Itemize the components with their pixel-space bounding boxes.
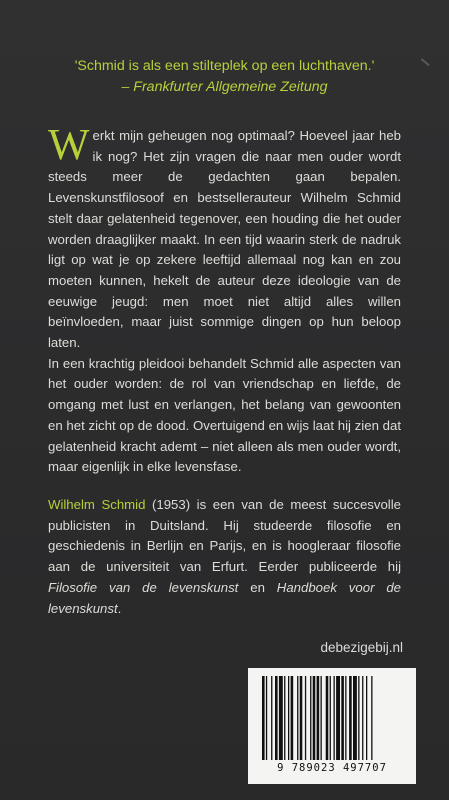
barcode-bar <box>275 676 278 760</box>
barcode-bar <box>310 676 311 760</box>
quote-text: 'Schmid is als een stilteplek op een luchthaven.' <box>74 58 375 74</box>
barcode-bar <box>341 676 344 760</box>
barcode-bar <box>336 676 340 760</box>
book-blurb <box>48 120 401 478</box>
press-quote <box>20 56 429 98</box>
bio-text: (1953) is een van de meest succesvolle publicisten in Duitsland. Hij studeerde filosofie en geschiedenis in Berlijn en Parijs, en is hoogleraar filosofie aan de universiteit van Erfurt. Eerder publiceerde hij <box>48 497 402 575</box>
barcode-bar <box>300 676 303 760</box>
barcode-bar <box>330 676 331 760</box>
barcode-bar <box>284 676 285 760</box>
barcode-bar <box>366 676 367 760</box>
barcode-bar <box>288 676 289 760</box>
barcode-bar <box>353 676 357 760</box>
barcode-bar <box>358 676 359 760</box>
author-name: Wilhelm Schmid <box>48 497 146 512</box>
book-title-1: Filosofie van de levenskunst <box>48 579 239 595</box>
drop-cap: W <box>48 120 90 169</box>
barcode-bar <box>362 676 363 760</box>
barcode-bars <box>262 676 402 762</box>
barcode-bar <box>262 676 265 760</box>
isbn-number: 9 789023 497707 <box>277 762 387 774</box>
barcode-bar <box>326 676 329 760</box>
barcode-bar <box>305 676 306 760</box>
barcode-bar <box>297 676 298 760</box>
bio-end: . <box>117 600 122 616</box>
barcode-bar <box>271 676 272 760</box>
barcode-bar <box>334 676 335 760</box>
barcode-bar <box>313 676 316 760</box>
bio-connector: en <box>238 579 277 595</box>
blurb-text-2: In een krachtig pleidooi behandelt Schmid alle aspecten van het ouder worden: de rol van vriendschap en liefde, de omgang met lust en verlangen, het belang van gewoonten en het zicht op de dood. Overtuigend en wijs laat hij zien dat gelatenheid kracht ademt – niet alleen als men ouder wordt, maar eigenlijk in elke levensfase. <box>48 355 401 475</box>
barcode-bar <box>279 676 283 760</box>
barcode-bar <box>371 676 372 760</box>
blurb-text-1: erkt mijn geheugen nog optimaal? Hoeveel jaar heb ik nog? Het zijn vragen die naar men ouder wordt steeds meer de gedachten gaan bepalen. Levenskunstfilosoof en bestsellerauteur Wilhelm Schmid stelt daar gelatenheid tegenover, een houding die het ouder worden draaglijker maakt. In een tijd waarin sterk de nadruk ligt op wat je op zekere leeftijd allemaal nog kan en zou moeten kunnen, hekelt de auteur deze ideologie van de eeuwige jeugd: men moet niet altijd alles willen beïnvloeden, maar juist sommige dingen op hun beloop laten. <box>48 128 401 351</box>
blurb-paragraph-1 <box>48 120 401 354</box>
barcode-bar <box>321 676 322 760</box>
barcode-bar <box>291 676 294 760</box>
quote-source: – Frankfurter Allgemeine Zeitung <box>121 79 328 95</box>
book-title-2: Handboek voor de levenskunst <box>48 579 402 616</box>
barcode <box>248 668 416 784</box>
barcode-bar <box>345 676 346 760</box>
barcode-bar <box>317 676 320 760</box>
barcode-bar <box>349 676 352 760</box>
publisher-website: debezigebij.nl <box>320 640 403 655</box>
author-bio <box>48 495 401 619</box>
barcode-bar <box>266 676 267 760</box>
blurb-paragraph-2 <box>48 354 401 478</box>
